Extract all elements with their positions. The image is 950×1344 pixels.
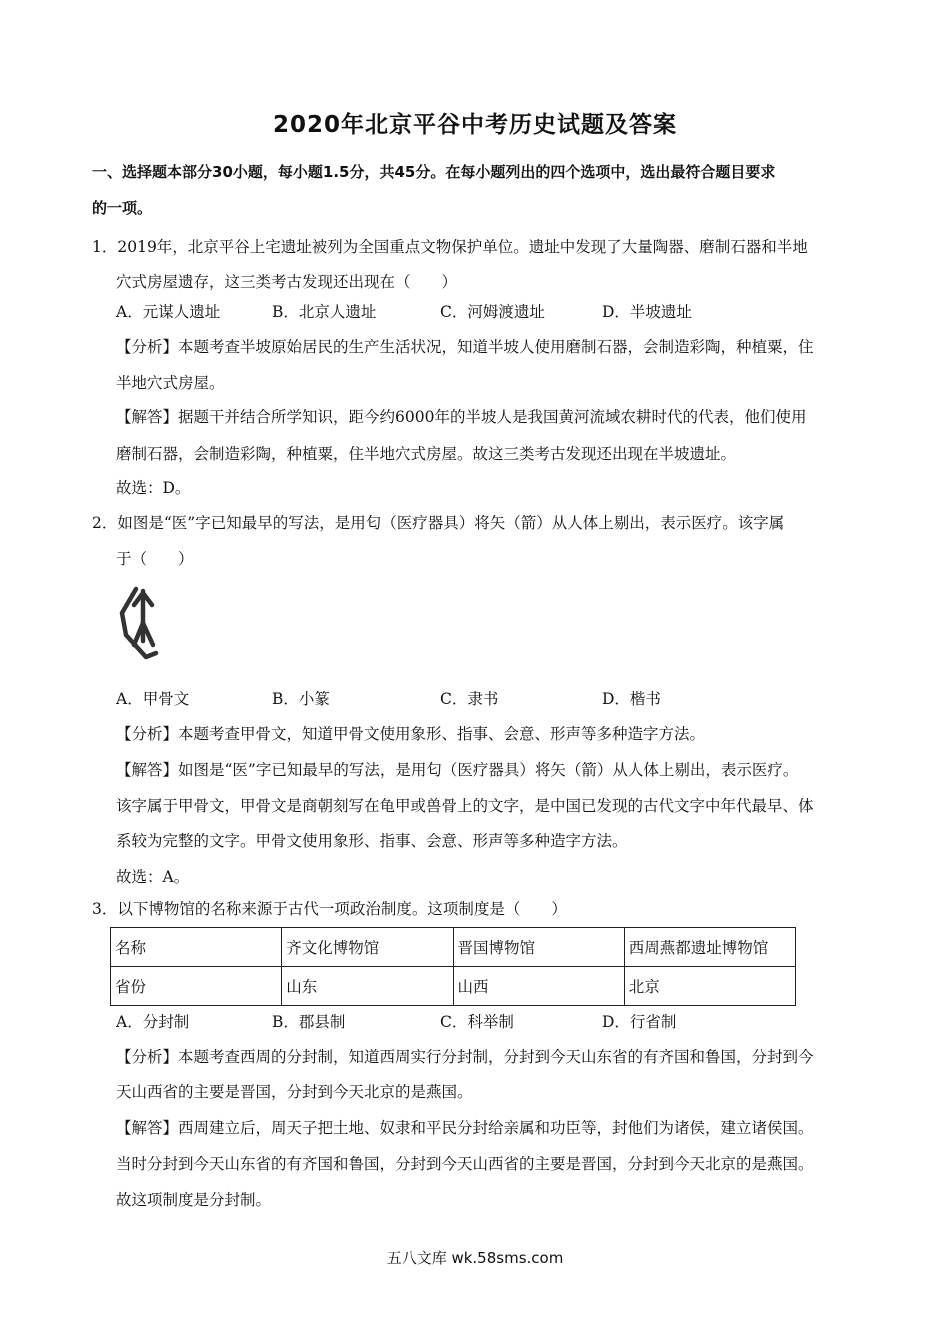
q3-options: [116, 1011, 876, 1033]
museum-table: [110, 927, 796, 1006]
q3-option-c: C．科举制: [440, 1013, 514, 1031]
table-cell: 山西: [453, 967, 624, 1006]
q1-choice: 故选：D。: [116, 479, 191, 497]
q1-stem-line-2: 穴式房屋遗存，这三类考古发现还出现在（ ）: [116, 273, 458, 291]
q3-answer-line-1: 【解答】西周建立后，周天子把土地、奴隶和平民分封给亲属和功臣等，封他们为诸侯，建立诸侯国。: [116, 1119, 814, 1137]
q3-option-a: A．分封制: [116, 1013, 190, 1031]
table-cell: 名称: [111, 928, 282, 967]
q2-options: [116, 688, 876, 710]
document-title: 2020年北京平谷中考历史试题及答案: [272, 112, 677, 138]
q3-option-d: D．行省制: [602, 1013, 677, 1031]
q1-answer-line-1: 【解答】据题干并结合所学知识，距今约6000年的半坡人是我国黄河流域农耕时代的代表，他们使用: [116, 408, 807, 426]
oracle-bone-yi-character-image: [112, 583, 168, 663]
table-row: [111, 967, 796, 1006]
q2-choice: 故选：A。: [116, 868, 190, 886]
q3-answer-line-2: 当时分封到今天山东省的有齐国和鲁国，分封到今天山西省的主要是晋国，分封到今天北京的是燕国。: [116, 1155, 814, 1173]
q2-stem-line-1: 2．如图是“医”字已知最早的写法，是用匂（医疗器具）将矢（箭）从人体上剔出，表示医疗。该字属: [92, 514, 785, 532]
q1-stem-line-1: 1．2019年，北京平谷上宅遗址被列为全国重点文物保护单位。遗址中发现了大量陶器、磨制石器和半地: [92, 238, 808, 256]
q2-option-b: B．小篆: [272, 690, 330, 708]
q2-answer-line-1: 【解答】如图是“医”字已知最早的写法，是用匂（医疗器具）将矢（箭）从人体上剔出，表示医疗。: [116, 761, 799, 779]
q3-analysis-line-2: 天山西省的主要是晋国，分封到今天北京的是燕国。: [116, 1083, 473, 1101]
q2-answer-line-3: 系较为完整的文字。甲骨文使用象形、指事、会意、形声等多种造字方法。: [116, 832, 628, 850]
section-header-line-1: 一、选择题本部分30小题，每小题1.5分，共45分。在每小题列出的四个选项中，选出最符合题目要求: [92, 163, 776, 181]
q2-analysis-line-1: 【分析】本题考查甲骨文，知道甲骨文使用象形、指事、会意、形声等多种造字方法。: [116, 725, 706, 743]
table-row: [111, 928, 796, 967]
q3-answer-line-3: 故这项制度是分封制。: [116, 1191, 272, 1209]
q1-option-a: A．元谋人遗址: [116, 303, 221, 321]
q2-option-c: C．隶书: [440, 690, 499, 708]
q1-option-c: C．河姆渡遗址: [440, 303, 545, 321]
table-cell: 山东: [282, 967, 453, 1006]
q2-stem-line-2: 于（ ）: [116, 550, 194, 568]
q3-analysis-line-1: 【分析】本题考查西周的分封制，知道西周实行分封制，分封到今天山东省的有齐国和鲁国，分封到今: [116, 1048, 814, 1066]
q1-option-d: D．半坡遗址: [602, 303, 692, 321]
table-cell: 北京: [624, 967, 795, 1006]
q1-options: [116, 301, 876, 323]
q2-answer-line-2: 该字属于甲骨文，甲骨文是商朝刻写在龟甲或兽骨上的文字，是中国已发现的古代文字中年代最早、体: [116, 797, 814, 815]
section-header-line-2: 的一项。: [92, 199, 153, 217]
q1-analysis-line-1: 【分析】本题考查半坡原始居民的生产生活状况，知道半坡人使用磨制石器，会制造彩陶，种植粟，住: [116, 338, 814, 356]
q1-analysis-line-2: 半地穴式房屋。: [116, 374, 225, 392]
q2-option-d: D．楷书: [602, 690, 661, 708]
table-cell: 齐文化博物馆: [282, 928, 453, 967]
table-cell: 西周燕都遗址博物馆: [624, 928, 795, 967]
q3-stem-line-1: 3．以下博物馆的名称来源于古代一项政治制度。这项制度是（ ）: [92, 900, 567, 918]
page-footer: 五八文库 wk.58sms.com: [386, 1249, 564, 1267]
table-cell: 晋国博物馆: [453, 928, 624, 967]
q2-option-a: A．甲骨文: [116, 690, 190, 708]
q1-answer-line-2: 磨制石器，会制造彩陶，种植粟，住半地穴式房屋。故这三类考古发现还出现在半坡遗址。: [116, 445, 737, 463]
q1-option-b: B．北京人遗址: [272, 303, 377, 321]
table-cell: 省份: [111, 967, 282, 1006]
q3-option-b: B．郡县制: [272, 1013, 346, 1031]
